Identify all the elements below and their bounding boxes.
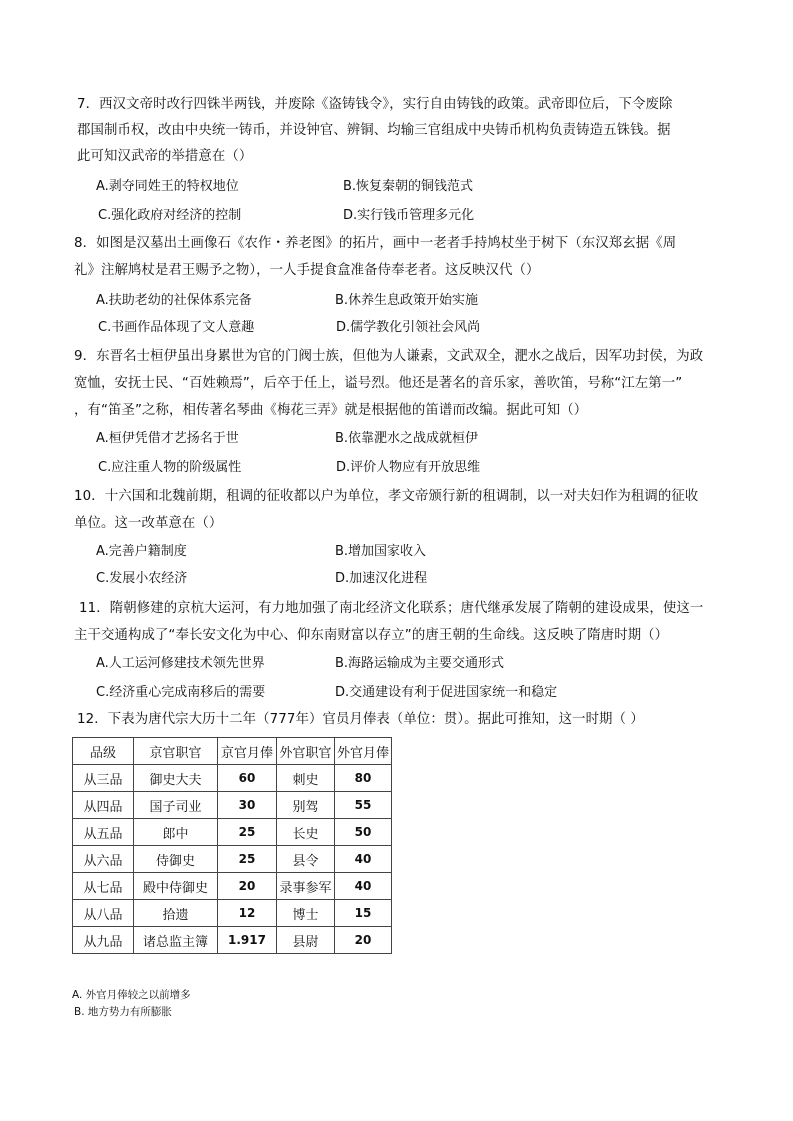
question-text-line: 8．如图是汉墓出土画像石《农作・养老图》的拓片，画中一老者手持鸠杖坐于树下（东汉郑玄据《周 [74, 236, 677, 251]
table-cell: 从九品 [73, 927, 134, 954]
table-cell: 国子司业 [134, 792, 218, 819]
option-b[interactable]: B.增加国家收入 [335, 544, 427, 559]
table-cell: 40 [335, 873, 392, 900]
table-cell: 御史大夫 [134, 765, 218, 792]
table-cell: 殿中侍御史 [134, 873, 218, 900]
option-c[interactable]: C.书画作品体现了文人意趣 [98, 320, 255, 335]
option-c[interactable]: C.应注重人物的阶级属性 [98, 460, 242, 475]
table-cell: 长史 [277, 819, 335, 846]
table-header-cell: 京官月俸 [218, 738, 277, 765]
table-cell: 12 [218, 900, 277, 927]
table-cell: 郎中 [134, 819, 218, 846]
table-cell: 1.917 [218, 927, 277, 954]
table-cell: 40 [335, 846, 392, 873]
question-text-line: 此可知汉武帝的举措意在（） [77, 149, 253, 164]
table-cell: 从八品 [73, 900, 134, 927]
table-row [73, 846, 392, 873]
question-text-line: 宽恤，安抚士民、“百姓赖焉”，后卒于任上，谥号烈。他还是著名的音乐家，善吹笛，号称“江左第一” [74, 376, 683, 391]
question-text-line: 9．东晋名士桓伊虽出身累世为官的门阀士族，但他为人谦素，文武双全，淝水之战后，因军功封侯，为政 [74, 349, 704, 364]
table-row [73, 792, 392, 819]
table-header-cell: 外官月俸 [335, 738, 392, 765]
option-a[interactable]: A.人工运河修建技术领先世界 [96, 656, 265, 671]
table-cell: 从六品 [73, 846, 134, 873]
option-a[interactable]: A.完善户籍制度 [96, 544, 187, 559]
option-d[interactable]: D.加速汉化进程 [335, 571, 428, 586]
table-cell: 25 [218, 819, 277, 846]
option-d[interactable]: D.评价人物应有开放思维 [336, 460, 481, 475]
question-text-line: 10．十六国和北魏前期，租调的征收都以户为单位，孝文帝颁行新的租调制，以一对夫妇作为租调的征收 [74, 489, 699, 504]
table-cell: 25 [218, 846, 277, 873]
table-row [73, 927, 392, 954]
table-cell: 县令 [277, 846, 335, 873]
table-cell: 录事参军 [277, 873, 335, 900]
table-cell: 80 [335, 765, 392, 792]
question-text-line: 主干交通构成了“奉长安文化为中心、仰东南财富以存立”的唐王朝的生命线。这反映了隋唐时期（） [74, 628, 669, 643]
table-header-cell: 京官职官 [134, 738, 218, 765]
table-cell: 55 [335, 792, 392, 819]
option-c[interactable]: C.强化政府对经济的控制 [98, 208, 242, 223]
option-d[interactable]: D.儒学教化引领社会风尚 [336, 320, 481, 335]
table-cell: 从五品 [73, 819, 134, 846]
option-a[interactable]: A.桓伊凭借才艺扬名于世 [96, 431, 239, 446]
question-text-line: 11．隋朝修建的京杭大运河，有力地加强了南北经济文化联系；唐代继承发展了隋朝的建设成果，使这一 [79, 601, 704, 616]
table-cell: 20 [335, 927, 392, 954]
table-cell: 30 [218, 792, 277, 819]
table-cell: 从三品 [73, 765, 134, 792]
option-a[interactable]: A. 外官月俸较之以前增多 [72, 989, 191, 1001]
option-d[interactable]: D.交通建设有利于促进国家统一和稳定 [335, 685, 558, 700]
option-b[interactable]: B. 地方势力有所膨胀 [74, 1006, 172, 1018]
option-c[interactable]: C.发展小农经济 [96, 571, 188, 586]
table-cell: 别驾 [277, 792, 335, 819]
table-cell: 博士 [277, 900, 335, 927]
table-cell: 诸总监主簿 [134, 927, 218, 954]
table-row [73, 765, 392, 792]
question-text-line: 单位。这一改革意在（） [74, 516, 223, 531]
table-row [73, 900, 392, 927]
table-cell: 20 [218, 873, 277, 900]
option-a[interactable]: A.扶助老幼的社保体系完备 [96, 293, 252, 308]
question-text-line: ，有“笛圣”之称，相传著名琴曲《梅花三弄》就是根据他的笛谱而改编。据此可知（） [74, 403, 588, 418]
table-header-cell: 外官职官 [277, 738, 335, 765]
table-cell: 刺史 [277, 765, 335, 792]
option-c[interactable]: C.经济重心完成南移后的需要 [96, 685, 266, 700]
option-b[interactable]: B.休养生息政策开始实施 [335, 293, 479, 308]
table-row [73, 819, 392, 846]
option-b[interactable]: B.恢复秦朝的铜钱范式 [343, 179, 474, 194]
option-d[interactable]: D.实行钱币管理多元化 [343, 208, 475, 223]
table-cell: 50 [335, 819, 392, 846]
table-cell: 从四品 [73, 792, 134, 819]
table-cell: 侍御史 [134, 846, 218, 873]
question-text-line: 12．下表为唐代宗大历十二年（777年）官员月俸表（单位：贯）。据此可推知，这一时期（ ） [77, 712, 644, 727]
option-a[interactable]: A.剥夺同姓王的特权地位 [96, 179, 239, 194]
option-b[interactable]: B.依靠淝水之战成就桓伊 [335, 431, 479, 446]
question-text-line: 礼》注解鸠杖是君王赐予之物），一人手提食盒准备侍奉老者。这反映汉代（） [74, 263, 540, 278]
table-header-row [73, 738, 392, 765]
option-b[interactable]: B.海路运输成为主要交通形式 [335, 656, 505, 671]
table-cell: 从七品 [73, 873, 134, 900]
question-text-line: 7．西汉文帝时改行四铢半两钱，并废除《盗铸钱令》，实行自由铸钱的政策。武帝即位后，下令废除 [77, 97, 673, 112]
question-text-line: 郡国制币权，改由中央统一铸币，并设钟官、辨铜、均输三官组成中央铸币机构负责铸造五铢钱。据 [77, 123, 671, 138]
table-cell: 60 [218, 765, 277, 792]
table-header-cell: 品级 [73, 738, 134, 765]
salary-table [72, 737, 392, 954]
table-cell: 县尉 [277, 927, 335, 954]
table-row [73, 873, 392, 900]
table-cell: 拾遗 [134, 900, 218, 927]
table-cell: 15 [335, 900, 392, 927]
